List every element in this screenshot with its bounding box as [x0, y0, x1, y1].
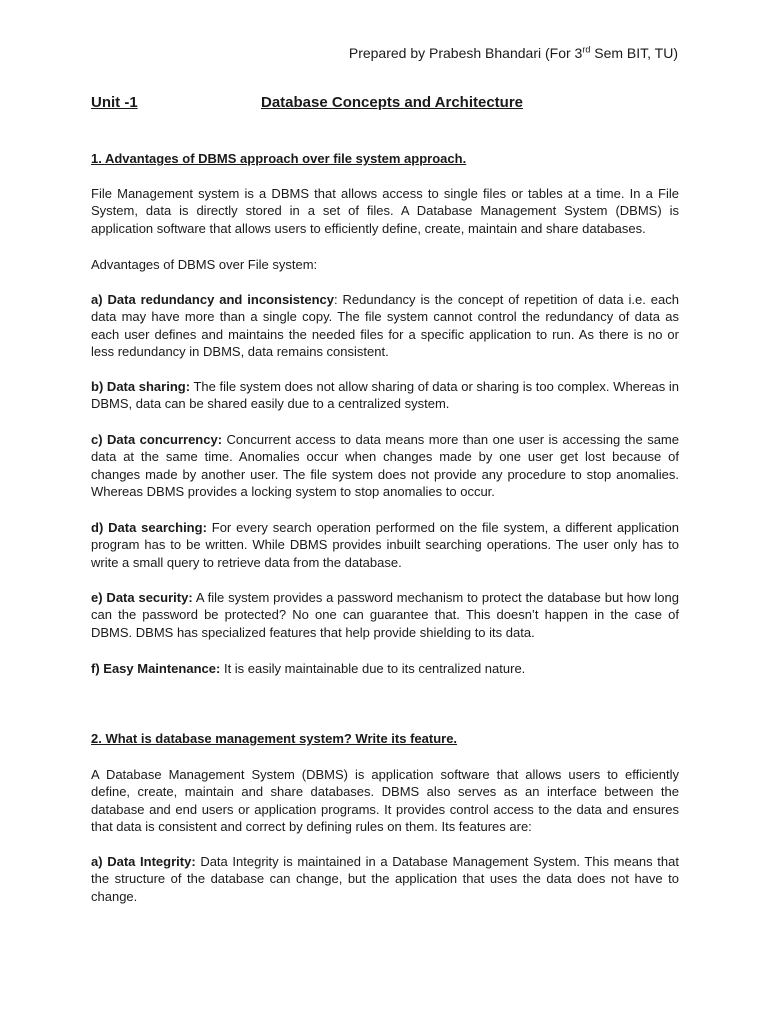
header-suffix: Sem BIT, TU): [590, 45, 678, 61]
advantage-text: Redundancy is the concept of repetition of data i.e. each data may have more than a single copy. The file system cannot control the redundancy of data as each user defines and maintains the needed files for a specific application to run. As there is no or less redundancy in DBMS, data remains consistent.: [91, 292, 679, 360]
advantage-text: A file system provides a password mechanism to protect the database but how long can the password be protected? No one can guarantee that. This doesn’t happen in the case of DBMS. DBMS has specialized features that help provide shielding to its data.: [91, 590, 679, 640]
q1-intro: File Management system is a DBMS that allows access to single files or tables at a time. In a File System, data is directly stored in a set of files. A Database Management System (DBMS) is application software that allows users to efficiently define, create, maintain and share databases.: [91, 186, 679, 236]
advantage-term: b) Data sharing:: [91, 379, 191, 394]
header-prefix: Prepared by Prabesh Bhandari (For 3: [348, 45, 583, 61]
advantage-item: [91, 431, 679, 501]
q2-heading-block: [91, 731, 679, 746]
feature-term: a) Data Integrity:: [91, 854, 196, 869]
advantage-item: [91, 378, 679, 413]
advantage-term: a) Data redundancy and inconsistency: [91, 292, 334, 307]
unit-label: Unit -1: [91, 94, 138, 111]
page-header: [349, 45, 678, 61]
advantage-text: For every search operation performed on the file system, a different application program has to be written. While DBMS provides inbuilt searching operations. The user only has to write a small query to retrieve data from the database.: [91, 520, 679, 570]
advantage-item: [91, 660, 679, 677]
q1-heading-block: [91, 151, 679, 166]
advantage-term: e) Data security:: [91, 590, 193, 605]
advantage-text: The file system does not allow sharing of data or sharing is too complex. Whereas in DBMS, data can be shared easily due to a centralized system.: [91, 379, 679, 412]
q2-intro-block: [91, 766, 679, 836]
q2-intro: A Database Management System (DBMS) is application software that allows users to efficiently define, create, maintain and share databases. DBMS also serves as an interface between the database and end users or application programs. It provides control access to the data and ensures that data is consistent and correct by defining rules on them. Its features are:: [91, 767, 679, 835]
q1-advantages-label: Advantages of DBMS over File system:: [91, 257, 318, 272]
feature-text: Data Integrity is maintained in a Database Management System. This means that the structure of the database can change, but the application that uses the data does not have to change.: [91, 854, 679, 904]
document-title: Database Concepts and Architecture: [261, 94, 524, 111]
advantage-term: f) Easy Maintenance:: [91, 661, 221, 676]
advantage-item: a) Data redundancy and inconsistency: Redundancy is the concept of repetition of data i.e. each data may have more than a single copy. The file system cannot control the redundancy of data as each user defines and maintains the needed files for a specific application to run. As there is no or less redundancy in DBMS, data remains consistent.: [91, 292, 679, 360]
advantage-term: d) Data searching:: [91, 520, 207, 535]
advantage-term: c) Data concurrency:: [91, 432, 223, 447]
q1-heading: 1. Advantages of DBMS approach over file system approach.: [91, 151, 467, 166]
q1-intro-block: [91, 185, 679, 237]
q2-heading: 2. What is database management system? Write its feature.: [91, 731, 458, 746]
advantage-item: [91, 519, 679, 571]
advantage-text: Concurrent access to data means more than one user is accessing the same data at the same time. Anomalies occur when changes made by one user get lost because of changes made by another user. The file system does not provide any procedure to stop anomalies. Whereas DBMS provides a locking system to stop anomalies to occur.: [91, 432, 679, 500]
advantage-item: [91, 589, 679, 641]
feature-item: [91, 853, 679, 905]
header-superscript: rd: [582, 44, 591, 55]
q1-advantages-label-block: [91, 256, 679, 273]
advantage-text: It is easily maintainable due to its centralized nature.: [223, 661, 526, 676]
